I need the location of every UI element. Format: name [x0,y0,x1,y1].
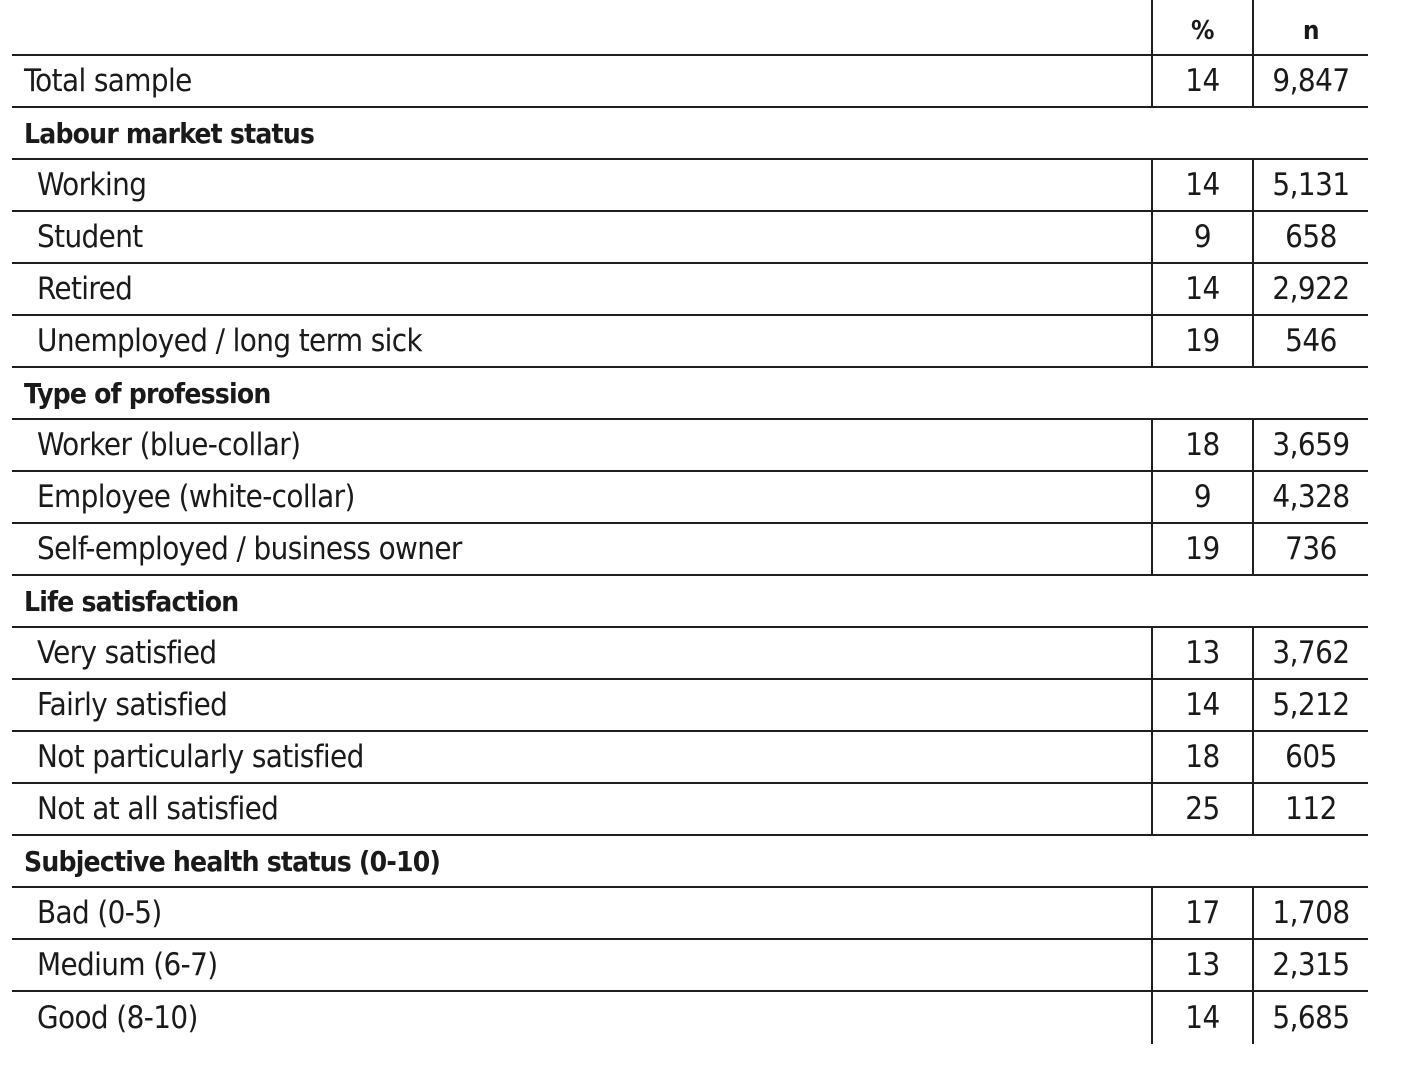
row-label: Student [37,219,143,255]
total-n: 9,847 [1252,56,1368,106]
row-percent: 9 [1151,212,1252,262]
row-n: 4,328 [1252,472,1368,522]
total-label: Total sample [24,63,192,99]
table-row [12,316,1368,368]
row-label: Unemployed / long term sick [37,323,423,359]
row-percent: 19 [1151,316,1252,366]
section-title: Life satisfaction [24,584,239,618]
row-percent: 14 [1151,680,1252,730]
table-row [12,680,1368,732]
row-n: 5,212 [1252,680,1368,730]
row-label: Good (8-10) [37,1000,198,1036]
row-n: 5,685 [1252,992,1368,1044]
table-row [12,524,1368,576]
row-percent: 19 [1151,524,1252,574]
section-heading-row [12,836,1368,888]
row-n: 3,659 [1252,420,1368,470]
total-row [12,56,1368,108]
row-n: 546 [1252,316,1368,366]
row-label: Medium (6-7) [37,947,218,983]
section-title: Type of profession [24,376,271,410]
row-percent: 14 [1151,992,1252,1044]
row-label: Bad (0-5) [37,895,162,931]
row-n: 112 [1252,784,1368,834]
row-percent: 13 [1151,628,1252,678]
row-n: 736 [1252,524,1368,574]
row-label: Fairly satisfied [37,687,228,723]
section-heading-row [12,576,1368,628]
section-title: Subjective health status (0-10) [24,844,441,878]
row-n: 2,922 [1252,264,1368,314]
row-label: Employee (white-collar) [37,479,355,515]
section-title: Labour market status [24,116,315,150]
row-n: 658 [1252,212,1368,262]
row-label: Retired [37,271,133,307]
table-row [12,888,1368,940]
table-row [12,992,1368,1044]
row-label: Very satisfied [37,635,217,671]
header-n: n [1252,0,1368,54]
row-label: Self-employed / business owner [37,531,462,567]
row-n: 605 [1252,732,1368,782]
table-row [12,160,1368,212]
row-percent: 18 [1151,420,1252,470]
row-percent: 9 [1151,472,1252,522]
table-row [12,940,1368,992]
row-percent: 18 [1151,732,1252,782]
table-row [12,784,1368,836]
row-n: 5,131 [1252,160,1368,210]
table-row [12,264,1368,316]
total-percent: 14 [1151,56,1252,106]
table-row [12,732,1368,784]
section-heading-row [12,108,1368,160]
header-label-cell [12,0,1151,54]
data-table [12,0,1368,1044]
row-percent: 14 [1151,160,1252,210]
row-n: 2,315 [1252,940,1368,990]
row-label: Not particularly satisfied [37,739,364,775]
row-label: Worker (blue-collar) [37,427,301,463]
table-row [12,212,1368,264]
row-label: Working [37,167,147,203]
section-heading-row [12,368,1368,420]
row-label: Not at all satisfied [37,791,279,827]
header-percent: % [1151,0,1252,54]
table-row [12,420,1368,472]
row-percent: 17 [1151,888,1252,938]
row-percent: 13 [1151,940,1252,990]
row-n: 3,762 [1252,628,1368,678]
row-percent: 25 [1151,784,1252,834]
row-percent: 14 [1151,264,1252,314]
table-row [12,472,1368,524]
table-header-row [12,0,1368,56]
table-row [12,628,1368,680]
row-n: 1,708 [1252,888,1368,938]
